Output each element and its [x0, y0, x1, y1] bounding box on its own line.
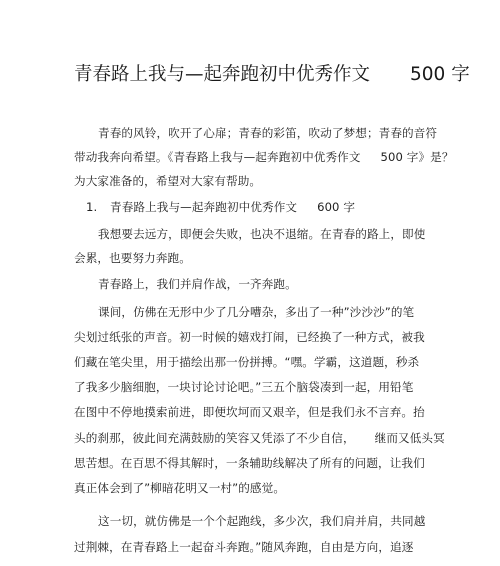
- paragraph-line-15: 真正体会到了”柳暗花明又一村”的感觉。: [74, 481, 286, 495]
- section-heading-text: 青春路上我与—起奔跑初中优秀作文: [110, 200, 298, 214]
- paragraph-line-7: 青春路上，我们并肩作战，一齐奔跑。: [98, 277, 297, 291]
- paragraph-line-2-tail: 500 字》是？: [380, 150, 454, 164]
- paragraph-line-13: [74, 430, 445, 446]
- paragraph-line-9: 尖划过纸张的声音。初一时候的嬉戏打闹，已经换了一种方式，被我: [74, 330, 425, 344]
- section-heading-1: [86, 199, 355, 215]
- paragraph-line-10: 们藏在笔尖里，用于描绘出那一份拼搏。“嘿。学霸，这道题，秒杀: [74, 355, 420, 369]
- paragraph-line-14: 思苦想。在百思不得其解时，一条辅助线解决了所有的问题，让我们: [74, 456, 425, 470]
- paragraph-line-6: 会累，也要努力奔跑。: [74, 251, 191, 265]
- paragraph-line-3: 为大家准备的，希望对大家有帮助。: [74, 174, 262, 188]
- section-heading-tail: 600 字: [317, 200, 356, 214]
- paragraph-line-13-tail: 继而又低头冥: [374, 431, 445, 445]
- title-main-text: 青春路上我与—起奔跑初中优秀作文: [74, 64, 371, 85]
- title-tail-text: 500 字: [410, 64, 470, 85]
- paragraph-line-8: 课间，仿佛在无形中少了几分嘈杂，多出了一种”沙沙沙”的笔: [98, 305, 415, 319]
- document-title: [74, 62, 470, 88]
- paragraph-line-5: 我想要去远方，即便会失败，也决不退缩。在青春的路上，即使: [98, 227, 426, 241]
- paragraph-line-2-main: 带动我奔向希望。《青春路上我与—起奔跑初中优秀作文: [74, 150, 361, 164]
- paragraph-line-17: 过荆棘，在青春路上一起奋斗奔跑。”随风奔跑，自由是方向，追逐: [74, 540, 414, 554]
- paragraph-line-11: 了我多少脑细胞，一块讨论讨论吧。”三五个脑袋凑到一起，用铅笔: [74, 380, 414, 394]
- paragraph-line-2: [74, 149, 454, 165]
- paragraph-line-13-main: 头的刹那，彼此间充满鼓励的笑容又凭添了不少自信，: [74, 431, 355, 445]
- paragraph-line-12: 在图中不停地摸索前进，即便坎坷而又艰辛，但是我们永不言弃。抬: [74, 405, 425, 419]
- paragraph-line-16: 这一切，就仿佛是一个个起跑线，多少次，我们肩并肩，共同越: [98, 514, 426, 528]
- section-number: 1.: [86, 200, 98, 214]
- paragraph-line-1: 青春的风铃，吹开了心扉；青春的彩笛，吹动了梦想；青春的音符: [98, 126, 438, 140]
